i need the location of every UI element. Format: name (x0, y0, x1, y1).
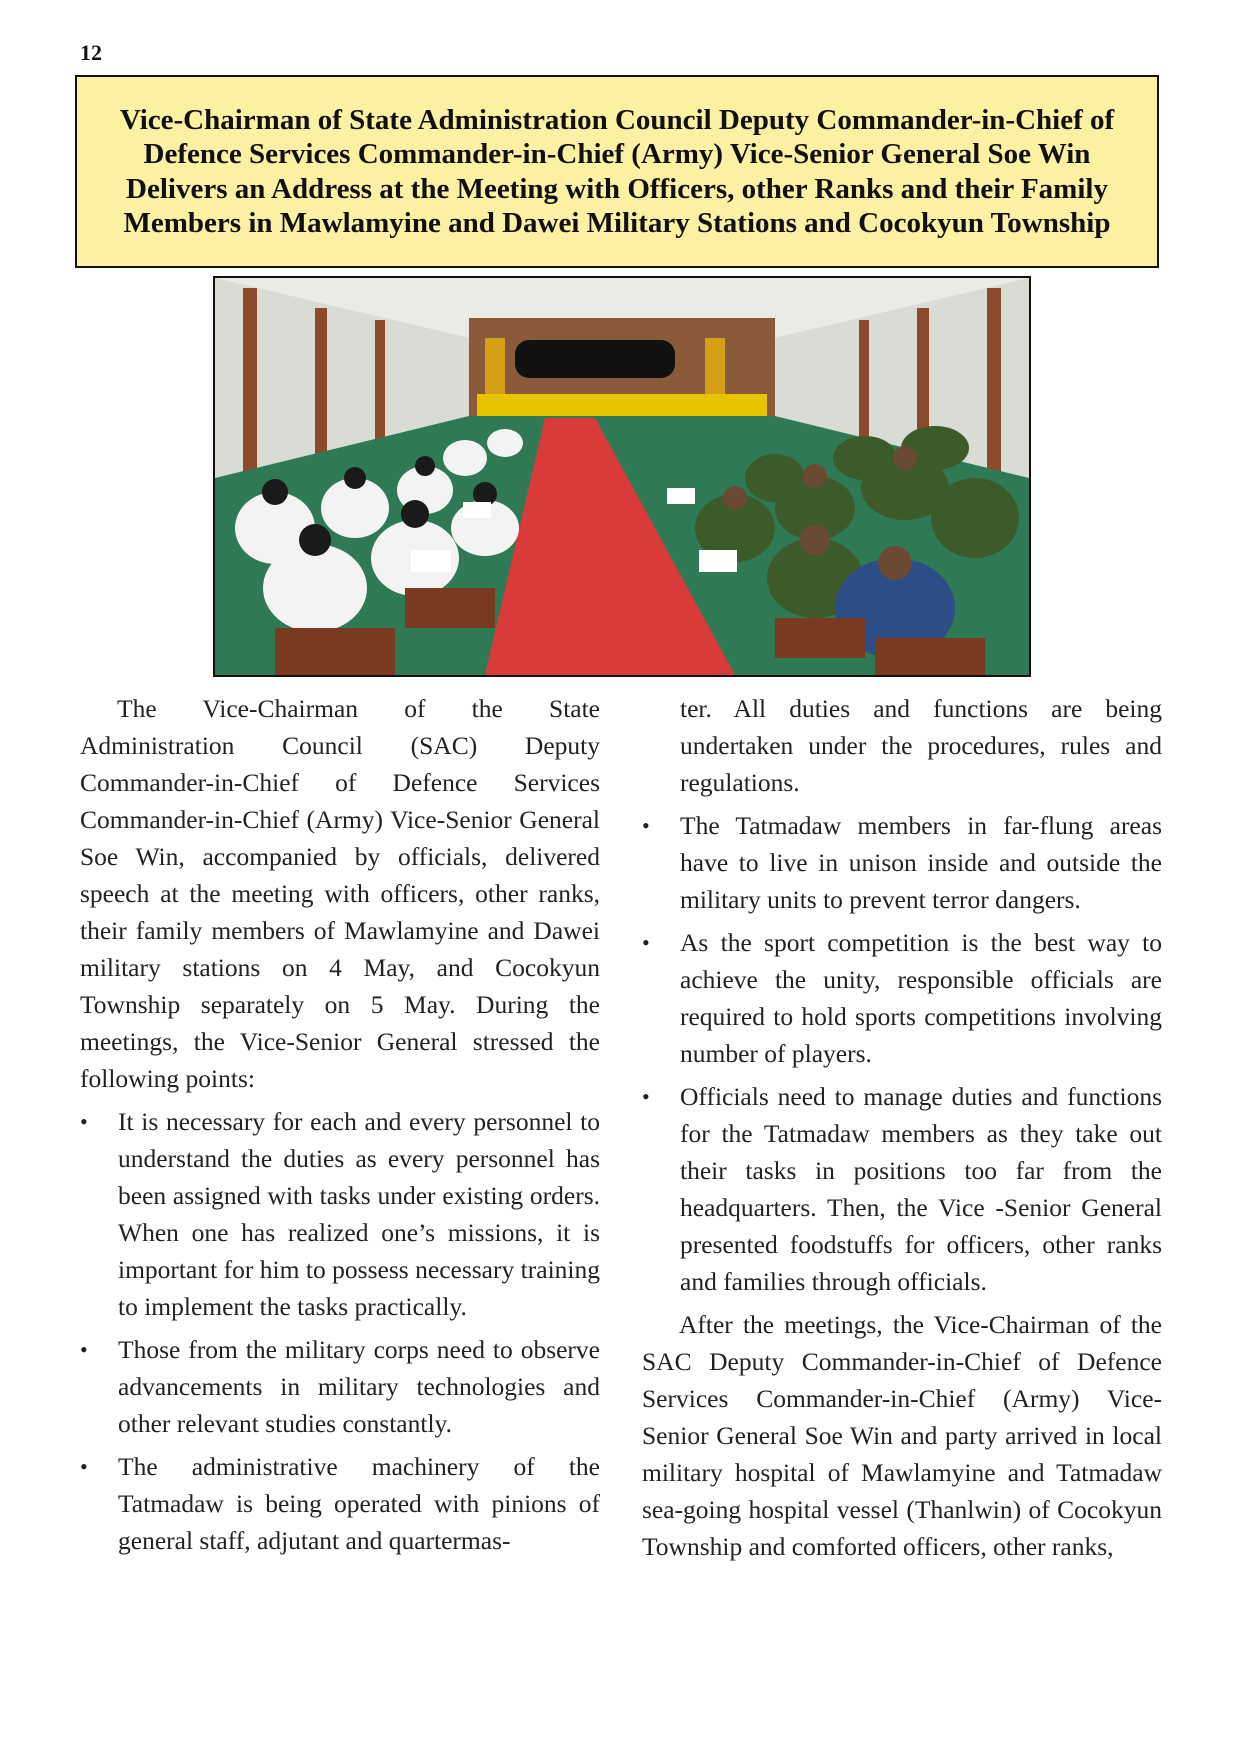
key-point (80, 1331, 600, 1442)
key-point-text: The Tatmadaw members in far-flung areas have to live in unison inside and outside the military units to prevent terror dangers. (680, 811, 1162, 914)
key-point-text: As the sport competition is the best way to achieve the unity, responsible officials are required to hold sports competitions involving number of players. (680, 928, 1162, 1068)
bullet-icon: • (642, 930, 650, 955)
bullet-icon: • (80, 1454, 88, 1479)
key-point (642, 924, 1162, 1072)
headline: Vice-Chairman of State Administration Council Deputy Commander-in-Chief of Defence Services Commander-in-Chief (Army) Vice-Senior General Soe Win Delivers an Address at the Meeting with Officers, other Ranks and their Family Members in Mawlamyine and Dawei Military Stations and Cocokyun Township (119, 103, 1115, 239)
key-point-text: Those from the military corps need to observe advancements in military technologies and other relevant studies constantly. (118, 1335, 600, 1438)
bullet-icon: • (80, 1337, 88, 1362)
article-closing: After the meetings, the Vice-Chairman of the SAC Deputy Commander-in-Chief of Defence Services Commander-in-Chief (Army) Vice-Senior General Soe Win and party arrived in local military hospital of Mawlamyine and Tatmadaw sea-going hospital vessel (Thanlwin) of Cocokyun Township and comforted officers, other ranks, (642, 1310, 1162, 1561)
bullet-icon: • (642, 1084, 650, 1109)
headline-box (75, 75, 1159, 268)
key-point-continuation (642, 690, 1162, 801)
bullet-icon: • (80, 1109, 88, 1134)
key-point (80, 1103, 600, 1325)
article-column-left (80, 690, 600, 1559)
key-point-text: Officials need to manage duties and functions for the Tatmadaw members as they take out their tasks in positions too far from the headquarters. Then, the Vice -Senior General presented foodstuffs for officers, other ranks and families through officials. (680, 1082, 1162, 1296)
key-point-text: ter. All duties and functions are being undertaken under the procedures, rules and regulations. (680, 694, 1162, 797)
key-points-list-left (80, 1103, 600, 1559)
key-point (642, 807, 1162, 918)
article-intro: The Vice-Chairman of the State Administration Council (SAC) Deputy Commander-in-Chief of Defence Services Commander-in-Chief (Army) Vice-Senior General Soe Win, accompanied by officials, delivered speech at the meeting with officers, other ranks, their family members of Mawlamyine and Dawei military stations on 4 May, and Cocokyun Township separately on 5 May. During the meetings, the Vice-Senior General stressed the following points: (80, 694, 600, 1093)
bullet-icon: • (642, 813, 650, 838)
key-point (80, 1448, 600, 1559)
key-point-text: The administrative machinery of the Tatmadaw is being operated with pinions of general staff, adjutant and quartermas- (118, 1452, 600, 1555)
key-points-list-right (642, 690, 1162, 1300)
key-point-text: It is necessary for each and every personnel to understand the duties as every personnel has been assigned with tasks under existing orders. When one has realized one’s missions, it is important for him to possess necessary training to implement the tasks practically. (118, 1107, 600, 1321)
key-point (642, 1078, 1162, 1300)
article-column-right (642, 690, 1162, 1565)
meeting-hall-photo (213, 276, 1031, 677)
page-number: 12 (80, 40, 102, 65)
